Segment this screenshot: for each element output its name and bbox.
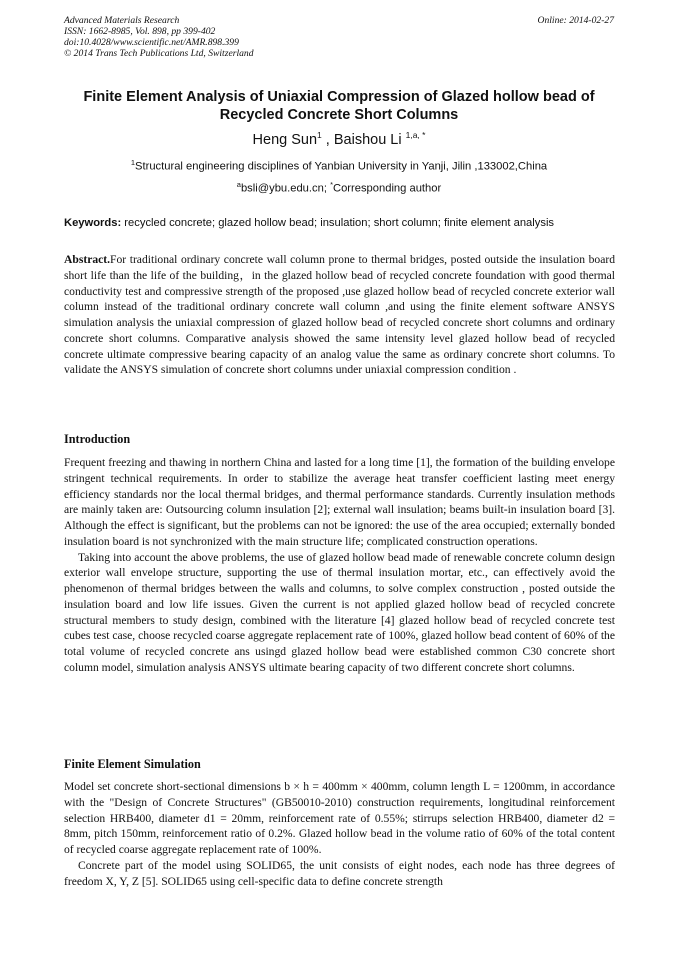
introduction-heading: Introduction	[64, 432, 131, 446]
copyright-line: © 2014 Trans Tech Publications Ltd, Switzerland	[64, 48, 254, 59]
journal-header	[64, 15, 614, 59]
contact-line	[0, 180, 678, 195]
author-separator: ,	[321, 131, 334, 148]
abstract-label: Abstract.	[64, 253, 111, 266]
author-affil-mark: 1	[317, 130, 322, 140]
online-date: Online: 2014-02-27	[537, 15, 614, 26]
paragraph: Model set concrete short-sectional dimensions b × h = 400mm × 400mm, column length L = 1200mm, in accordance with the "Design of Concrete Structures" (GB50010-2010) construction requirements, longitudinal reinforcement selection HRB400, diameter d1 = 20mm, reinforcement rate of 0.55%; stirrups selection HRB400, diameter d2 = 8mm, pitch 150mm, reinforcement ratio of 0.2%. Glazed hollow bead in the volume ratio of 60% of the total content of recycled coarse aggregate replacement rate of 100%.	[64, 780, 615, 856]
author-name: Baishou Li	[333, 131, 406, 148]
keywords-text: recycled concrete; glazed hollow bead; insulation; short column; finite element analysis	[121, 217, 555, 229]
fem-heading: Finite Element Simulation	[64, 757, 201, 771]
paragraph: Concrete part of the model using SOLID65, the unit consists of eight nodes, each node has three degrees of freedom X, Y, Z [5]. SOLID65 using cell-specific data to define concrete strength	[64, 858, 615, 888]
email-mark: a	[236, 180, 241, 189]
abstract	[64, 252, 615, 378]
affiliation	[0, 158, 678, 173]
author-name: Heng Sun	[252, 131, 318, 148]
abstract-text: For traditional ordinary concrete wall column prone to thermal bridges, posted outside the insulation board short life than the life of the building，in the glazed hollow bead of recycled concrete foundation with good thermal conductivity test and compressive strength of the proposed ,use glazed hollow bead of recycled concrete exterior wall column instead of the traditional ordinary concrete wall column ,and using the finite element software ANSYS simulation analysis the uniaxial compression of glazed hollow bead of recycled concrete short columns and ordinary concrete short columns. Comparative analysis showed the same intensity level glazed hollow bead of recycled concrete ultimate compressive bearing capacity of an analog value the same as ordinary concrete short columns. To validate the ANSYS simulation of concrete short columns under uniaxial compression condition .	[64, 253, 615, 377]
issn-line: ISSN: 1662-8985, Vol. 898, pp 399-402	[64, 26, 216, 37]
paper-title: Finite Element Analysis of Uniaxial Compression of Glazed hollow bead of Recycled Concrete Short Columns	[83, 89, 595, 123]
journal-name: Advanced Materials Research	[64, 15, 180, 26]
keywords	[64, 217, 618, 229]
introduction-body	[64, 455, 615, 676]
author-affil-mark: 1,a, *	[405, 130, 426, 140]
paragraph: Taking into account the above problems, the use of glazed hollow bead made of renewable concrete column design exterior wall envelope structure, supporting the use of thermal insulation mortar, etc., can effectively avoid the phenomenon of thermal bridges between the walls and columns, to solve complex construction , posted outside the insulation board and low life issues. Given the current is not applied glazed hollow bead of recycled concrete structural members to study design, combined with the literature [4] glazed hollow bead of recycled concrete test cubes test case, choose recycled coarse aggregate replacement rate of 100%, glazed hollow bead content of 60% of the total volume of recycled concrete ans usingd glazed hollow bead were established common C30 concrete short column model, simulation analysis ANSYS ultimate bearing capacity of two different concrete short columns.	[64, 550, 615, 674]
doi-line: doi:10.4028/www.scientific.net/AMR.898.399	[64, 37, 239, 48]
fem-body	[64, 779, 615, 889]
keywords-label: Keywords:	[64, 217, 122, 229]
email-address: bsli@ybu.edu.cn;	[240, 182, 331, 195]
corresponding-mark: *	[330, 180, 333, 189]
affiliation-text: Structural engineering disciplines of Yanbian University in Yanji, Jilin ,133002,China	[135, 160, 548, 173]
author-line	[0, 130, 678, 148]
corresponding-note: Corresponding author	[332, 182, 442, 195]
affiliation-mark: 1	[130, 158, 136, 167]
paragraph: Frequent freezing and thawing in northern China and lasted for a long time [1], the formation of the building envelope stringent technical requirements. In order to stabilize the average heat transfer coefficient lasting meet energy efficiency standards nor the local thermal bridges, and thermal performance standards. Currently insulation methods are mainly taken are: Outsourcing column insulation [2]; external wall insulation; beams built-in insulation board [3]. Although the effect is significant, but the problems can not be ignored: the use of the area occupied; externally bonded insulation board is not synchronized with the main structure life; complicated construction operations.	[64, 456, 615, 548]
